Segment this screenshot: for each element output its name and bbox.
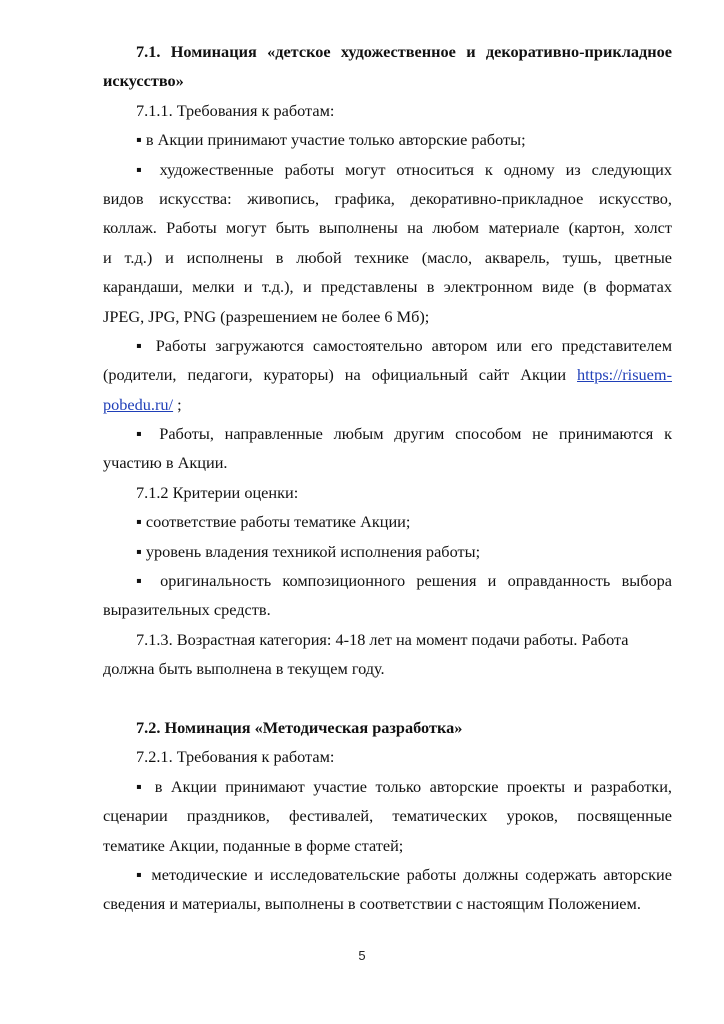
- paragraph-line: должна быть выполнена в текущем году.: [103, 659, 385, 679]
- criterion-item: ▪ соответствие работы тематике Акции;: [136, 512, 411, 532]
- page-number: 5: [358, 948, 366, 963]
- bullet-upload: ▪ Работы загружаются самостоятельно автором или его представителем: [136, 335, 672, 355]
- bullet-methodical-authors: ▪ в Акции принимают участие только авторские проекты и разработки,: [136, 776, 672, 796]
- document-page: [103, 37, 672, 919]
- section-7-2-heading: 7.2. Номинация «Методическая разработка»: [136, 717, 463, 737]
- requirements-title: 7.2.1. Требования к работам:: [136, 747, 335, 767]
- paragraph-line: выразительных средств.: [103, 600, 271, 620]
- paragraph-text: (родители, педагоги, кураторы) на официальный сайт Акции: [103, 365, 567, 385]
- paragraph-line: сценарии праздников, фестивалей, тематических уроков, посвященные: [103, 806, 672, 826]
- bullet-authors-only: ▪ в Акции принимают участие только авторские работы;: [136, 130, 526, 150]
- paragraph-line: JPEG, JPG, PNG (разрешением не более 6 Мб);: [103, 306, 430, 326]
- bullet-other-methods: ▪ Работы, направленные любым другим способом не принимаются к: [136, 424, 672, 444]
- criterion-item: ▪ оригинальность композиционного решения и оправданность выбора: [136, 571, 672, 591]
- age-category: 7.1.3. Возрастная категория: 4-18 лет на момент подачи работы. Работа: [136, 629, 629, 649]
- criteria-title: 7.1.2 Критерии оценки:: [136, 482, 299, 502]
- site-link-cont[interactable]: pobedu.ru/: [103, 394, 174, 414]
- section-7-1-heading-cont: искусство»: [103, 71, 184, 91]
- paragraph-line: тематике Акции, поданные в форме статей;: [103, 835, 404, 855]
- bullet-methodical-content: ▪ методические и исследовательские работы должны содержать авторские: [136, 864, 672, 884]
- requirements-title: 7.1.1. Требования к работам:: [136, 100, 335, 120]
- paragraph-line: сведения и материалы, выполнены в соответствии с настоящим Положением.: [103, 894, 641, 914]
- paragraph-line: участию в Акции.: [103, 453, 228, 473]
- paragraph-line: и т.д.) и исполнены в любой технике (масло, акварель, тушь, цветные: [103, 247, 672, 267]
- paragraph-text: ;: [173, 394, 182, 414]
- paragraph-line: коллаж. Работы могут быть выполнены на любом материале (картон, холст: [103, 218, 672, 238]
- section-7-1-heading: 7.1. Номинация «детское художественное и декоративно-прикладное: [136, 42, 672, 61]
- paragraph-line: видов искусства: живопись, графика, декоративно-прикладное искусство,: [103, 188, 672, 208]
- section-spacer: [103, 684, 672, 713]
- paragraph-line: карандаши, мелки и т.д.), и представлены в электронном виде (в форматах: [103, 277, 672, 297]
- paragraph-line-with-link: [103, 390, 672, 419]
- bullet-art-types: ▪ художественные работы могут относиться к одному из следующих: [136, 159, 672, 179]
- paragraph-line-with-link: [103, 360, 672, 389]
- site-link[interactable]: https://risuem-: [577, 365, 672, 385]
- criterion-item: ▪ уровень владения техникой исполнения работы;: [136, 541, 481, 561]
